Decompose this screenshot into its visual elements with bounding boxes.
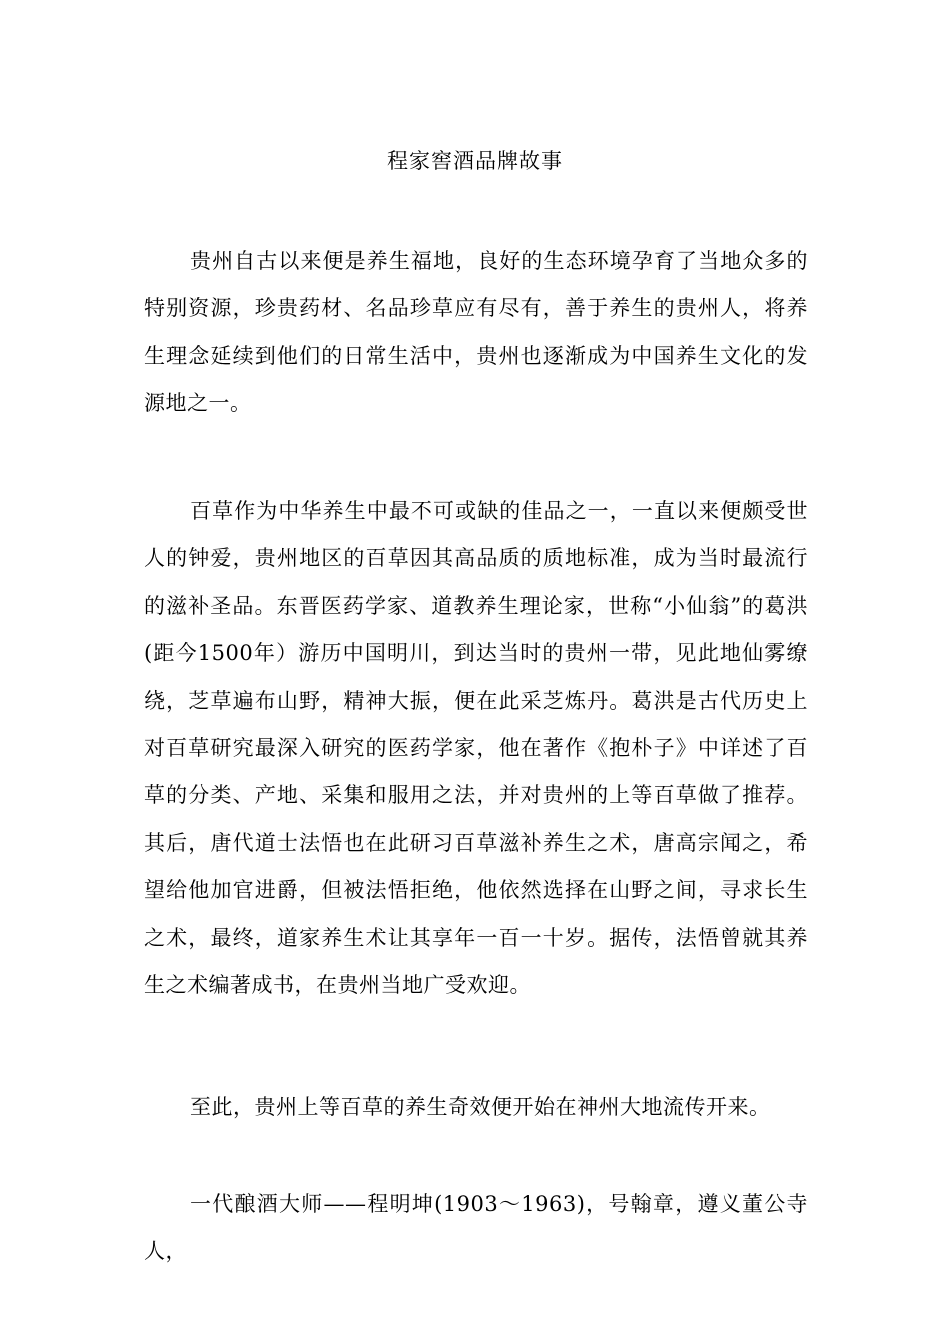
- page-title: 程家窖酒品牌故事: [387, 149, 563, 173]
- paragraph-2: 百草作为中华养生中最不可或缺的佳品之一，一直以来便颇受世人的钟爱，贵州地区的百草因其高品质的质地标准，成为当时最流行的滋补圣品。东晋医药学家、道教养生理论家，世称“小仙翁”的葛洪(距今1500年）游历中国明川，到达当时的贵州一带，见此地仙雾缭绕，芝草遍布山野，精神大振，便在此采芝炼丹。葛洪是古代历史上对百草研究最深入研究的医药学家，他在著作《抱朴子》中详述了百草的分类、产地、采集和服用之法，并对贵州的上等百草做了推荐。其后，唐代道士法悟也在此研习百草滋补养生之术，唐高宗闻之，希望给他加官进爵，但被法悟拒绝，他依然选择在山野之间，寻求长生之术，最终，道家养生术让其享年一百一十岁。据传，法悟曾就其养生之术编著成书，在贵州当地广受欢迎。: [144, 499, 808, 998]
- paragraph-1: 贵州自古以来便是养生福地，良好的生态环境孕育了当地众多的特别资源，珍贵药材、名品珍草应有尽有，善于养生的贵州人，将养生理念延续到他们的日常生活中，贵州也逐渐成为中国养生文化的发源地之一。: [144, 249, 808, 416]
- paragraph-3: 至此，贵州上等百草的养生奇效便开始在神州大地流传开来。: [190, 1095, 771, 1119]
- paragraph-4: 一代酿酒大师——程明坤(1903～1963)，号翰章，遵义董公寺人，: [144, 1192, 808, 1264]
